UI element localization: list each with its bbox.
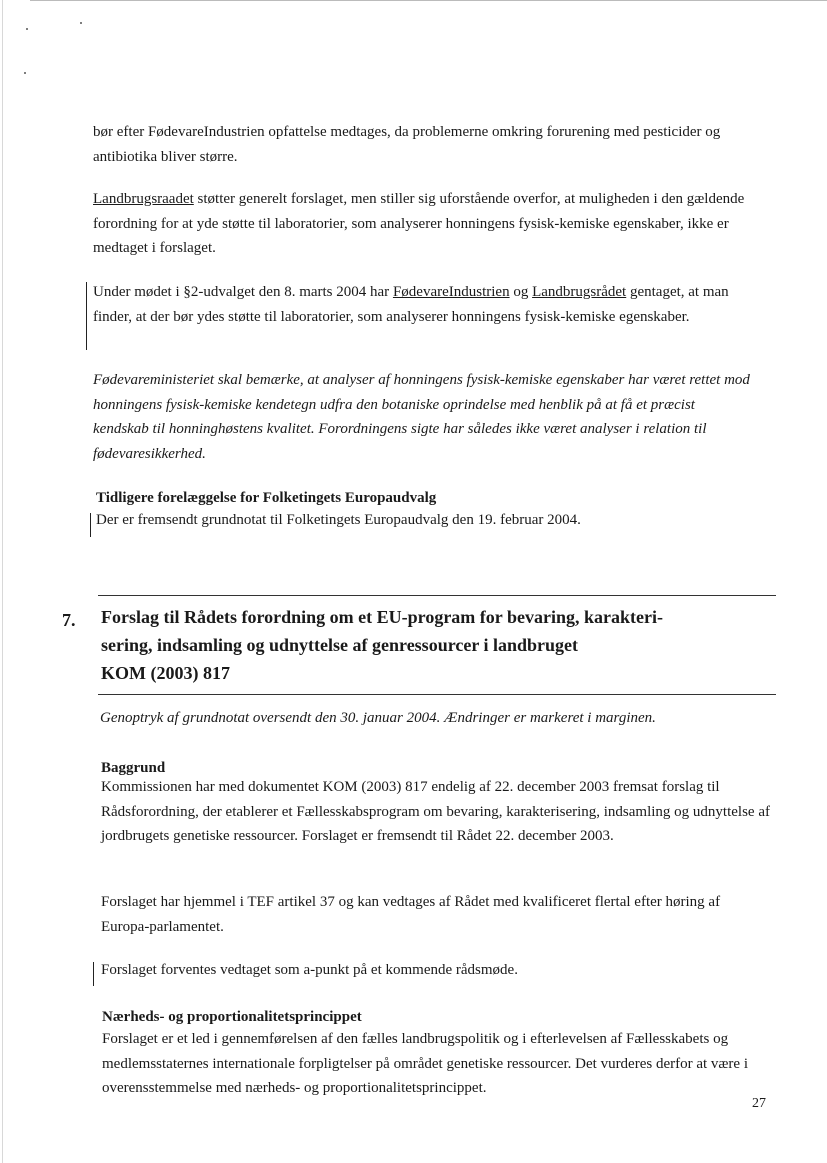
paragraph-naerhed [102,1027,767,1101]
paragraph-text: bør efter FødevareIndustrien opfattelse medtages, da problemerne omkring forurening med pesticider og antibiotika bliver større. [93,124,721,165]
reprint-note [100,706,780,731]
reprint-note-text: Genoptryk af grundnotat oversendt den 30. januar 2004. Ændringer er markeret i marginen. [100,710,656,726]
section-title-line: Forslag til Rådets forordning om et EU-program for bevaring, karakteri- [101,607,663,627]
section-title-line: KOM (2003) 817 [101,663,230,683]
section-rule-bottom [98,694,776,695]
heading-text: Nærheds- og proportionalitetsprincippet [102,1009,362,1025]
section-title-line: sering, indsamling og udnyttelse af genressourcer i landbruget [101,635,579,655]
paragraph-landbrugsraadet [93,187,753,261]
heading-text: Baggrund [101,760,166,776]
paragraph-pesticides [93,120,753,169]
paragraph-tidligere [96,508,756,533]
scan-speck [80,22,82,24]
change-margin-bar [90,513,91,537]
heading-naerhed [102,1005,762,1030]
change-margin-bar [93,962,94,986]
scan-speck [26,28,28,30]
paragraph-text: og [509,284,533,300]
page-number: 27 [752,1096,766,1111]
foedevareindustrien-ref: FødevareIndustrien [392,284,510,300]
paragraph-text: støtter generelt forslaget, men stiller sig uforstående overfor, at muligheden i den gældende forordning for at yde støtte til laboratorier, som analyserer honningens fysisk-kemiske egenskaber, ikke er medtaget i forslaget. [93,191,745,256]
landbrugsraadet-ref: Landbrugsraadet [93,191,194,207]
paragraph-ministry-remark [93,368,753,466]
paragraph-baggrund [101,775,771,849]
scan-speck [24,72,26,74]
paragraph-hjemmel [101,890,761,939]
paragraph-text: Under mødet i §2-udvalget den 8. marts 2004 har [93,284,393,300]
section-rule-top [98,595,776,596]
paragraph-text: Kommissionen har med dokumentet KOM (2003) 817 endelig af 22. december 2003 fremsat forslag til Rådsforordning, der etablerer et Fællesskabsprogram om bevaring, karakterisering, indsamling og udnyttelse af jordbrugets genetiske ressourcer. Forslaget er fremsendt til Rådet 22. december 2003. [101,779,770,844]
paragraph-text: Der er fremsendt grundnotat til Folketingets Europaudvalg den 19. februar 2004. [96,512,581,528]
section-number: 7. [62,610,76,630]
paragraph-text: Fødevareministeriet skal bemærke, at analyser af honningens fysisk-kemiske egenskaber har været rettet mod honningens fysisk-kemiske kendetegn udfra den botaniske oprindelse med henblik på at få et præcist kendskab til honninghøstens kvalitet. Forordningens sigte har således ikke været analyser i relation til fødevaresikkerhed. [93,372,750,462]
landbrugsraadet-ref: Landbrugsrådet [532,284,627,300]
section-title [101,603,781,687]
paragraph-text: Forslaget er et led i gennemførelsen af den fælles landbrugspolitik og i efterlevelsen af Fællesskabets og medlemsstaternes internationale forpligtelser på området genetiske ressourcer. Det vurderes derfor at være i overensstemmelse med nærheds- og proportionalitetsprincippet. [102,1031,749,1096]
change-margin-bar [86,282,87,350]
paragraph-a-punkt [101,958,761,983]
paragraph-text: Forslaget forventes vedtaget som a-punkt på et kommende rådsmøde. [101,962,518,978]
paragraph-text: gentaget, at man finder, at der bør ydes støtte til laboratorier, som analyserer honningens fysisk-kemiske egenskaber. [93,284,729,325]
paragraph-text: Forslaget har hjemmel i TEF artikel 37 og kan vedtages af Rådet med kvalificeret flertal efter høring af Europa-parlamentet. [101,894,721,935]
left-scan-edge [2,0,3,1163]
heading-text: Tidligere forelæggelse for Folketingets Europaudvalg [96,490,437,506]
paragraph-meeting [93,280,753,329]
top-scan-edge [30,0,827,1]
heading-tidligere [96,486,756,511]
